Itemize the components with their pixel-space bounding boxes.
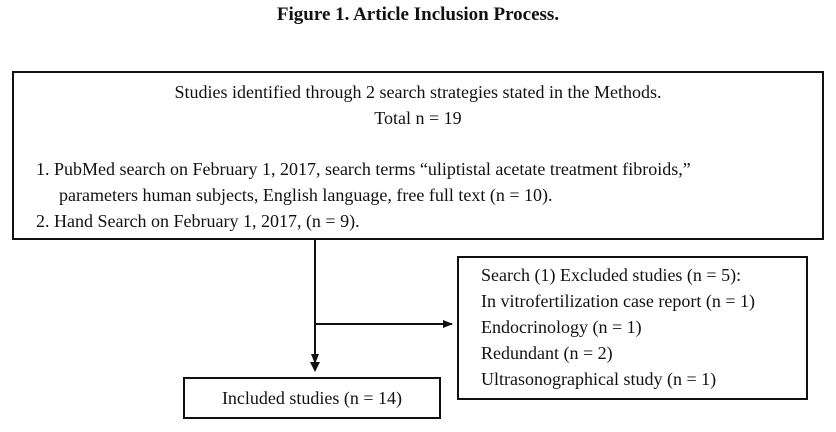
excluded-item-endocrinology: Endocrinology (n = 1)	[481, 317, 642, 337]
search-strategy-hand	[36, 208, 816, 234]
excluded-heading: Search (1) Excluded studies (n = 5):	[481, 265, 742, 285]
pubmed-strategy-line2: parameters human subjects, English language, free full text (n = 10).	[59, 185, 553, 205]
pubmed-strategy-line1: 1. PubMed search on February 1, 2017, search terms “uliptistal acetate treatment fibroids,”	[36, 159, 691, 179]
identified-total: Total n = 19	[374, 108, 462, 128]
excluded-item-ultrasonographical: Ultrasonographical study (n = 1)	[481, 369, 717, 389]
search-strategy-pubmed	[36, 156, 816, 208]
excluded-item-redundant: Redundant (n = 2)	[481, 343, 613, 363]
identified-description: Studies identified through 2 search strategies stated in the Methods.	[174, 82, 662, 102]
included-studies-box	[183, 377, 441, 419]
excluded-item-ivf: In vitrofertilization case report (n = 1)	[481, 291, 756, 311]
figure-title: Figure 1. Article Inclusion Process.	[276, 4, 560, 25]
excluded-list	[481, 262, 755, 392]
hand-search-line: 2. Hand Search on February 1, 2017, (n = 9).	[36, 211, 360, 231]
search-strategy-list	[36, 156, 816, 234]
excluded-studies-box	[457, 256, 808, 400]
included-studies-label: Included studies (n = 14)	[221, 388, 403, 408]
identified-studies-box	[12, 71, 824, 240]
main-flow-arrowhead	[310, 362, 320, 372]
identified-heading	[14, 79, 822, 131]
